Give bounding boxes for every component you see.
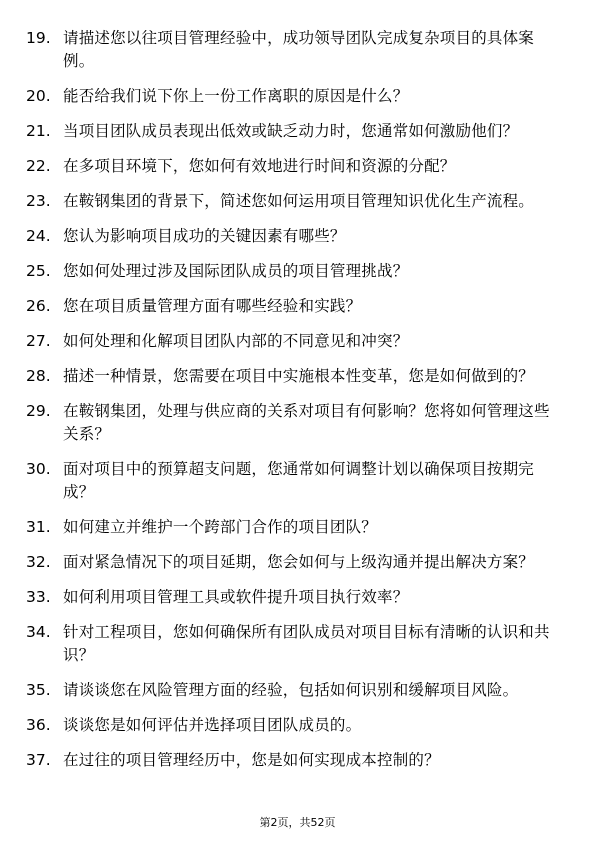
question-number: 28. xyxy=(26,367,51,385)
question-item xyxy=(0,330,595,353)
question-text: 面对紧急情况下的项目延期，您会如何与上级沟通并提出解决方案？ xyxy=(63,553,535,571)
question-number: 19. xyxy=(26,29,51,47)
question-text: 请描述您以往项目管理经验中，成功领导团队完成复杂项目的具体案例。 xyxy=(63,29,535,70)
question-text: 在多项目环境下，您如何有效地进行时间和资源的分配？ xyxy=(63,157,456,175)
question-number: 36. xyxy=(26,716,51,734)
question-number: 22. xyxy=(26,157,51,175)
question-item xyxy=(0,295,595,318)
question-number: 32. xyxy=(26,553,51,571)
question-item xyxy=(0,85,595,108)
question-number: 25. xyxy=(26,262,51,280)
page-number: 第2页，共52页 xyxy=(259,816,336,829)
question-item xyxy=(0,400,595,446)
question-number: 30. xyxy=(26,460,51,478)
question-item xyxy=(0,225,595,248)
question-text: 您如何处理过涉及国际团队成员的项目管理挑战？ xyxy=(63,262,409,280)
question-text: 在鞍钢集团的背景下，简述您如何运用项目管理知识优化生产流程。 xyxy=(63,192,535,210)
question-text: 您认为影响项目成功的关键因素有哪些？ xyxy=(63,227,346,245)
question-item xyxy=(0,190,595,213)
question-number: 33. xyxy=(26,588,51,606)
question-number: 26. xyxy=(26,297,51,315)
question-item xyxy=(0,749,595,772)
question-number: 23. xyxy=(26,192,51,210)
question-item xyxy=(0,551,595,574)
question-item xyxy=(0,714,595,737)
question-number: 24. xyxy=(26,227,51,245)
question-text: 当项目团队成员表现出低效或缺乏动力时，您通常如何激励他们？ xyxy=(63,122,519,140)
question-number: 29. xyxy=(26,402,51,420)
question-text: 针对工程项目，您如何确保所有团队成员对项目目标有清晰的认识和共识？ xyxy=(63,623,550,664)
question-text: 如何利用项目管理工具或软件提升项目执行效率？ xyxy=(63,588,409,606)
question-item xyxy=(0,155,595,178)
question-item xyxy=(0,260,595,283)
question-item xyxy=(0,679,595,702)
question-list xyxy=(0,27,595,784)
question-item xyxy=(0,621,595,667)
question-item xyxy=(0,365,595,388)
question-number: 35. xyxy=(26,681,51,699)
page-footer xyxy=(0,816,595,830)
question-text: 描述一种情景，您需要在项目中实施根本性变革，您是如何做到的？ xyxy=(63,367,535,385)
question-text: 在鞍钢集团，处理与供应商的关系对项目有何影响？您将如何管理这些关系？ xyxy=(63,402,550,443)
question-text: 能否给我们说下你上一份工作离职的原因是什么？ xyxy=(63,87,409,105)
question-text: 面对项目中的预算超支问题，您通常如何调整计划以确保项目按期完成？ xyxy=(63,460,535,501)
question-text: 您在项目质量管理方面有哪些经验和实践？ xyxy=(63,297,362,315)
question-item xyxy=(0,516,595,539)
question-text: 谈谈您是如何评估并选择项目团队成员的。 xyxy=(63,716,362,734)
question-item xyxy=(0,586,595,609)
question-item xyxy=(0,27,595,73)
question-text: 如何处理和化解项目团队内部的不同意见和冲突？ xyxy=(63,332,409,350)
question-number: 37. xyxy=(26,751,51,769)
question-number: 31. xyxy=(26,518,51,536)
question-text: 在过往的项目管理经历中，您是如何实现成本控制的？ xyxy=(63,751,440,769)
question-item xyxy=(0,120,595,143)
question-number: 34. xyxy=(26,623,51,641)
question-item xyxy=(0,458,595,504)
question-text: 如何建立并维护一个跨部门合作的项目团队？ xyxy=(63,518,378,536)
question-number: 20. xyxy=(26,87,51,105)
question-number: 27. xyxy=(26,332,51,350)
question-text: 请谈谈您在风险管理方面的经验，包括如何识别和缓解项目风险。 xyxy=(63,681,519,699)
question-number: 21. xyxy=(26,122,51,140)
